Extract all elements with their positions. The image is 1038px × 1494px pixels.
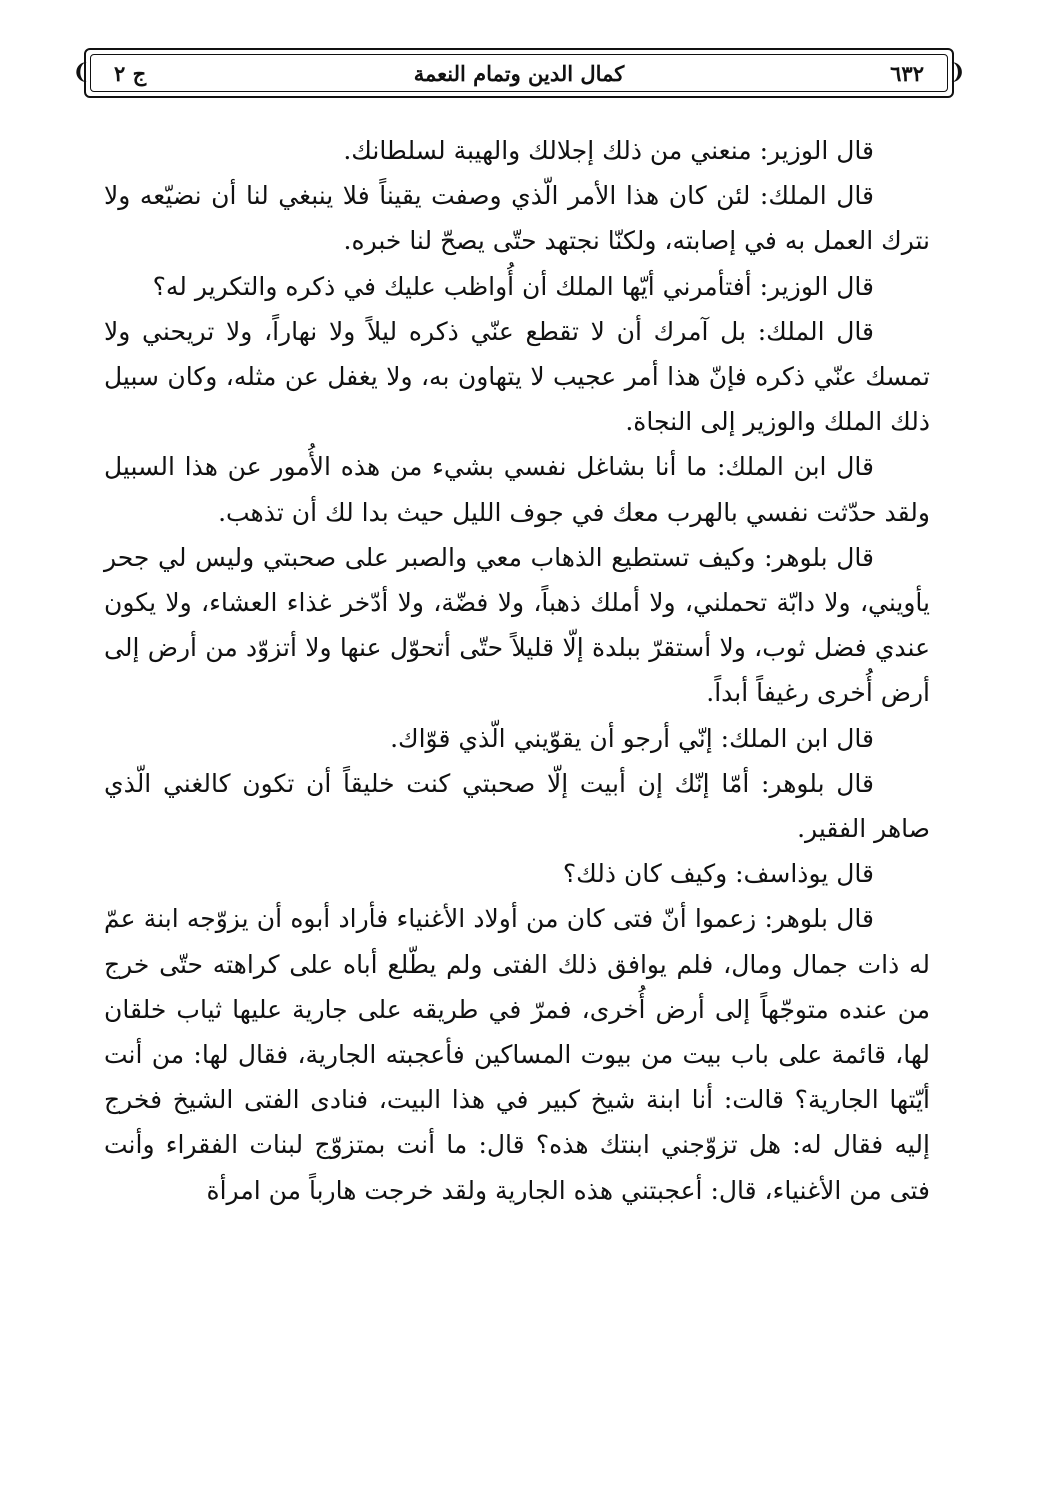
paragraph: قال الوزير: منعني من ذلك إجلالك والهيبة لسلطانك. bbox=[343, 136, 874, 165]
paragraph: قال بلوهر: زعموا أنّ فتى كان من أولاد الأغنياء فأراد أبوه أن يزوّجه ابنة عمّ له ذات جمال ومال، فلم يوافق ذلك الفتى ولم يطّلع أباه على كراهته حتّى خرج من عنده متوجّهاً إلى أرض أُخرى، فمرّ في طريقه على جارية عليها ثياب خلقان لها، قائمة على باب بيت من بيوت المساكين فأعجبته الجارية، فقال لها: من أنت أيّتها الجارية؟ قالت: أنا ابنة شيخ كبير في هذا البيت، فنادى الفتى الشيخ فخرج إليه فقال له: هل تزوّجني ابنتك هذه؟ قال: ما أنت بمتزوّج لبنات الفقراء وأنت فتى من الأغنياء، قال: أعجبتني هذه الجارية ولقد خرجت هارباً من امرأة bbox=[104, 904, 930, 1205]
header-ornament-left: ❨ bbox=[72, 60, 91, 85]
running-header bbox=[72, 48, 966, 98]
paragraph: قال الملك: بل آمرك أن لا تقطع عنّي ذكره ليلاً ولا نهاراً، ولا تريحني ولا تمسك عنّي ذكره فإنّ هذا أمر عجيب لا يتهاون به، ولا يغفل عن مثله، وكان سبيل ذلك الملك والوزير إلى النجاة. bbox=[104, 316, 930, 437]
paragraph: قال الوزير: أفتأمرني أيّها الملك أن أُواظب عليك في ذكره والتكرير له؟ bbox=[152, 271, 874, 301]
paragraph: قال الملك: لئن كان هذا الأمر الّذي وصفت يقيناً فلا ينبغي لنا أن نضيّعه ولا نترك العمل به في إصابته، ولكنّا نجتهد حتّى يصحّ لنا خبره. bbox=[104, 181, 930, 256]
paragraph: قال بلوهر: وكيف تستطيع الذهاب معي والصبر على صحبتي وليس لي جحر يأويني، ولا دابّة تحملني، ولا أملك ذهباً، ولا فضّة، ولا أدّخر غذاء العشاء، ولا يكون عندي فضل ثوب، ولا أستقرّ ببلدة إلّا قليلاً حتّى أتحوّل عنها ولا أتزوّد من أرض إلى أرض أُخرى رغيفاً أبداً. bbox=[104, 542, 930, 708]
paragraph: قال ابن الملك: إنّي أرجو أن يقوّيني الّذي قوّاك. bbox=[390, 723, 874, 753]
volume-label: ج ٢ bbox=[114, 61, 147, 86]
page-number: ٦٣٢ bbox=[890, 61, 924, 86]
header-ornament-right: ❩ bbox=[947, 60, 966, 85]
page-body bbox=[104, 128, 930, 1213]
paragraph: قال يوذاسف: وكيف كان ذلك؟ bbox=[562, 859, 874, 889]
paragraph: قال ابن الملك: ما أنا بشاغل نفسي بشيء من هذه الأُمور عن هذا السبيل ولقد حدّثت نفسي بالهرب معك في جوف الليل حيث بدا لك أن تذهب. bbox=[104, 452, 930, 527]
book-title: كمال الدين وتمام النعمة bbox=[413, 61, 625, 86]
paragraph: قال بلوهر: أمّا إنّك إن أبيت إلّا صحبتي كنت خليقاً أن تكون كالغني الّذي صاهر الفقير. bbox=[104, 768, 930, 844]
